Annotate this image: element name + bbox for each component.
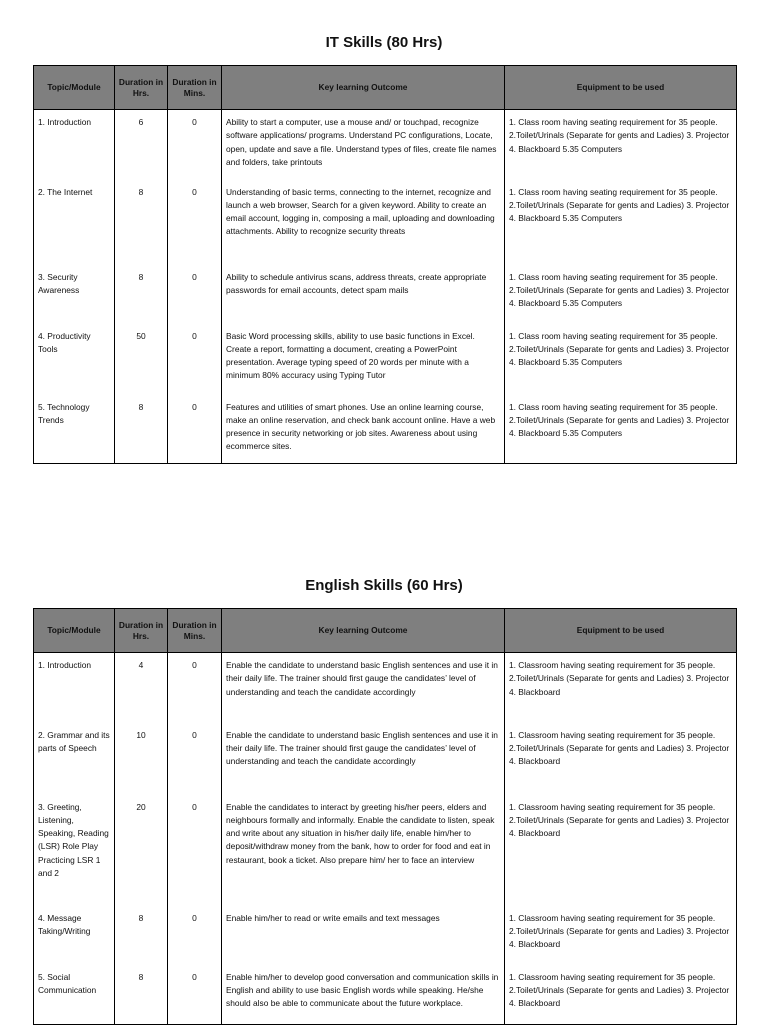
it-skills-table xyxy=(33,65,737,464)
minutes-cell: 0 xyxy=(168,725,222,797)
english-skills-table xyxy=(33,608,737,1025)
column-header-equipment: Equipment to be used xyxy=(505,609,737,653)
minutes-cell: 0 xyxy=(168,653,222,725)
table-row xyxy=(34,397,737,464)
minutes-cell: 0 xyxy=(168,908,222,967)
minutes-cell: 0 xyxy=(168,326,222,397)
outcome-cell: Ability to schedule antivirus scans, address threats, create appropriate passwords for email accounts, detect spam mails xyxy=(222,267,505,326)
table-header-row xyxy=(34,609,737,653)
column-header-duration-mins: Duration in Mins. xyxy=(168,609,222,653)
hours-cell: 6 xyxy=(115,110,168,182)
equipment-cell: 1. Class room having seating requirement for 35 people. 2.Toilet/Urinals (Separate for gents and Ladies) 3. Projector 4. Blackboard 5.35 Computers xyxy=(505,397,737,464)
hours-cell: 4 xyxy=(115,653,168,725)
column-header-equipment: Equipment to be used xyxy=(505,66,737,110)
minutes-cell: 0 xyxy=(168,182,222,267)
topic-cell: 3. Security Awareness xyxy=(34,267,115,326)
column-header-duration-hrs: Duration in Hrs. xyxy=(115,66,168,110)
hours-cell: 8 xyxy=(115,908,168,967)
english-skills-title: English Skills (60 Hrs) xyxy=(305,577,463,594)
hours-cell: 8 xyxy=(115,267,168,326)
equipment-cell: 1. Class room having seating requirement for 35 people. 2.Toilet/Urinals (Separate for gents and Ladies) 3. Projector 4. Blackboard 5.35 Computers xyxy=(505,326,737,397)
table-row xyxy=(34,967,737,1025)
hours-cell: 8 xyxy=(115,182,168,267)
minutes-cell: 0 xyxy=(168,267,222,326)
column-header-outcome: Key learning Outcome xyxy=(222,609,505,653)
minutes-cell: 0 xyxy=(168,397,222,464)
topic-cell: 2. Grammar and its parts of Speech xyxy=(34,725,115,797)
outcome-cell: Enable the candidates to interact by greeting his/her peers, elders and neighbours formally and informally. Enable the candidate to listen, speak and write about any situation in his/her daily life, enable him/her to deposit/withdraw money from the bank, how to order for food and eat in restaurant, book a ticket. Also prepare him/ her to face an interview xyxy=(222,797,505,908)
column-header-duration-mins: Duration in Mins. xyxy=(168,66,222,110)
minutes-cell: 0 xyxy=(168,967,222,1025)
table-row xyxy=(34,908,737,967)
outcome-cell: Ability to start a computer, use a mouse and/ or touchpad, recognize software applications/ programs. Understand PC configurations, Locate, open, update and save a file. Understand types of files, create file names and folders, take printouts xyxy=(222,110,505,182)
topic-cell: 4. Message Taking/Writing xyxy=(34,908,115,967)
table-row xyxy=(34,182,737,267)
column-header-outcome: Key learning Outcome xyxy=(222,66,505,110)
hours-cell: 10 xyxy=(115,725,168,797)
column-header-topic: Topic/Module xyxy=(34,66,115,110)
it-skills-title: IT Skills (80 Hrs) xyxy=(325,34,443,51)
equipment-cell: 1. Classroom having seating requirement for 35 people. 2.Toilet/Urinals (Separate for gents and Ladies) 3. Projector 4. Blackboard xyxy=(505,908,737,967)
table-row xyxy=(34,725,737,797)
hours-cell: 8 xyxy=(115,967,168,1025)
outcome-cell: Enable him/her to read or write emails and text messages xyxy=(222,908,505,967)
table-row xyxy=(34,110,737,182)
outcome-cell: Features and utilities of smart phones. Use an online learning course, make an online reservation, and check bank account online. Have a web presence in security networking or job sites. Awareness about using ecommerce sites. xyxy=(222,397,505,464)
equipment-cell: 1. Classroom having seating requirement for 35 people. 2.Toilet/Urinals (Separate for gents and Ladies) 3. Projector 4. Blackboard xyxy=(505,725,737,797)
minutes-cell: 0 xyxy=(168,797,222,908)
topic-cell: 1. Introduction xyxy=(34,110,115,182)
equipment-cell: 1. Class room having seating requirement for 35 people. 2.Toilet/Urinals (Separate for gents and Ladies) 3. Projector 4. Blackboard 5.35 Computers xyxy=(505,110,737,182)
equipment-cell: 1. Classroom having seating requirement for 35 people. 2.Toilet/Urinals (Separate for gents and Ladies) 3. Projector 4. Blackboard xyxy=(505,797,737,908)
topic-cell: 3. Greeting, Listening, Speaking, Reading (LSR) Role Play Practicing LSR 1 and 2 xyxy=(34,797,115,908)
outcome-cell: Understanding of basic terms, connecting to the internet, recognize and launch a web browser, Search for a given keyword. Ability to create an email account, logging in, composing a mail, uploading and downloading attachments. Ability to recognize security threats xyxy=(222,182,505,267)
hours-cell: 50 xyxy=(115,326,168,397)
topic-cell: 5. Social Communication xyxy=(34,967,115,1025)
equipment-cell: 1. Classroom having seating requirement for 35 people. 2.Toilet/Urinals (Separate for gents and Ladies) 3. Projector 4. Blackboard xyxy=(505,967,737,1025)
outcome-cell: Basic Word processing skills, ability to use basic functions in Excel. Create a report, formatting a document, creating a PowerPoint presentation. Average typing speed of 20 words per minute with a minimum 80% accuracy using Typing Tutor xyxy=(222,326,505,397)
topic-cell: 2. The Internet xyxy=(34,182,115,267)
equipment-cell: 1. Class room having seating requirement for 35 people. 2.Toilet/Urinals (Separate for gents and Ladies) 3. Projector 4. Blackboard 5.35 Computers xyxy=(505,182,737,267)
equipment-cell: 1. Class room having seating requirement for 35 people. 2.Toilet/Urinals (Separate for gents and Ladies) 3. Projector 4. Blackboard 5.35 Computers xyxy=(505,267,737,326)
topic-cell: 1. Introduction xyxy=(34,653,115,725)
equipment-cell: 1. Classroom having seating requirement for 35 people. 2.Toilet/Urinals (Separate for gents and Ladies) 3. Projector 4. Blackboard xyxy=(505,653,737,725)
table-row xyxy=(34,797,737,908)
table-row xyxy=(34,653,737,725)
outcome-cell: Enable the candidate to understand basic English sentences and use it in their daily life. The trainer should first gauge the candidates’ level of understanding and teach the candidate accordingly xyxy=(222,653,505,725)
outcome-cell: Enable him/her to develop good conversation and communication skills in English and ability to use basic English words while speaking. He/she should also be able to communicate about the future workplace. xyxy=(222,967,505,1025)
topic-cell: 5. Technology Trends xyxy=(34,397,115,464)
topic-cell: 4. Productivity Tools xyxy=(34,326,115,397)
outcome-cell: Enable the candidate to understand basic English sentences and use it in their daily life. The trainer should first gauge the candidates’ level of understanding and teach the candidate accordingly xyxy=(222,725,505,797)
hours-cell: 8 xyxy=(115,397,168,464)
minutes-cell: 0 xyxy=(168,110,222,182)
hours-cell: 20 xyxy=(115,797,168,908)
table-row xyxy=(34,267,737,326)
column-header-topic: Topic/Module xyxy=(34,609,115,653)
column-header-duration-hrs: Duration in Hrs. xyxy=(115,609,168,653)
table-row xyxy=(34,326,737,397)
table-header-row xyxy=(34,66,737,110)
